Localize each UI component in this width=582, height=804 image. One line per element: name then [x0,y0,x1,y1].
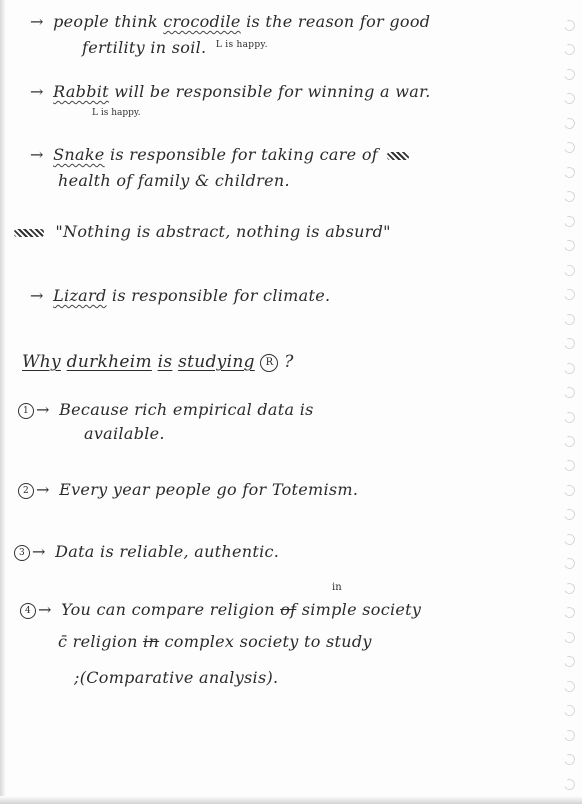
keyword-lizard: Lizard [53,286,107,305]
note-line-rabbit [30,82,431,101]
note-text: simple society [301,600,422,619]
arrow-icon: → [36,400,50,419]
note-line-snake [30,145,409,164]
circled-r-icon: R [260,354,278,372]
note-line-lizard [30,286,330,305]
reason-item-4-cont2 [74,668,278,687]
keyword-snake: Snake [53,145,105,164]
arrow-icon: → [36,480,50,499]
insertion-mark: in [332,582,342,593]
note-text: complex society to study [164,632,372,651]
note-text: ;(Comparative analysis). [74,668,279,687]
struck-word: in [143,632,160,651]
arrow-icon: → [30,12,44,31]
item-number: 3 [14,545,30,561]
note-text: is the reason for good [246,12,431,31]
note-text: Data is reliable, authentic. [55,542,280,561]
reason-item-4-cont [58,632,372,651]
arrow-icon: → [30,286,44,305]
struck-word: of [280,600,297,619]
side-note: L is happy. [92,108,141,118]
heading-word: is [157,352,173,372]
spiral-binding-holes [564,20,578,790]
arrow-icon: → [32,542,46,561]
section-heading [22,352,294,372]
note-line-crocodile [30,12,430,31]
note-text: available. [84,424,165,443]
side-note: L is happy. [215,39,268,50]
note-text: Every year people go for Totemism. [59,480,359,499]
item-number: 2 [18,483,34,499]
arrow-icon: → [30,82,44,101]
page-bottom-shadow [0,796,582,804]
arrow-icon: → [30,145,44,164]
heading-word: studying [178,352,255,372]
note-text: is responsible for climate. [111,286,331,305]
quote-text: "Nothing is abstract, nothing is absurd" [55,222,391,241]
note-text: is responsible for taking care of [109,145,378,164]
heading-word: Why [22,352,61,372]
reason-item-1-cont [84,424,165,443]
keyword-rabbit: Rabbit [53,82,109,101]
note-text: Because rich empirical data is [59,400,314,419]
scribble-mark-icon [14,229,44,237]
reason-item-1 [18,400,314,419]
reason-item-4 [20,600,421,619]
arrow-icon: → [38,600,52,619]
reason-item-2 [18,480,358,499]
note-text: You can compare religion [61,600,275,619]
item-number: 4 [20,603,36,619]
item-number: 1 [18,403,34,419]
note-text: will be responsible for winning a war. [114,82,431,101]
note-text: people think [53,12,158,31]
note-text: c̄ religion [58,632,138,651]
note-line-quote [14,222,391,241]
scribble-mark-icon [387,152,409,160]
note-line-fertility [82,38,268,57]
keyword-crocodile: crocodile [163,12,241,31]
note-text: health of family & children. [58,171,290,190]
heading-word: durkheim [66,352,152,372]
page-edge-shadow [0,0,6,804]
note-line-health [58,171,290,190]
reason-item-3 [14,542,279,561]
note-text: fertility in soil. [82,38,207,57]
heading-word: ? [284,352,294,372]
